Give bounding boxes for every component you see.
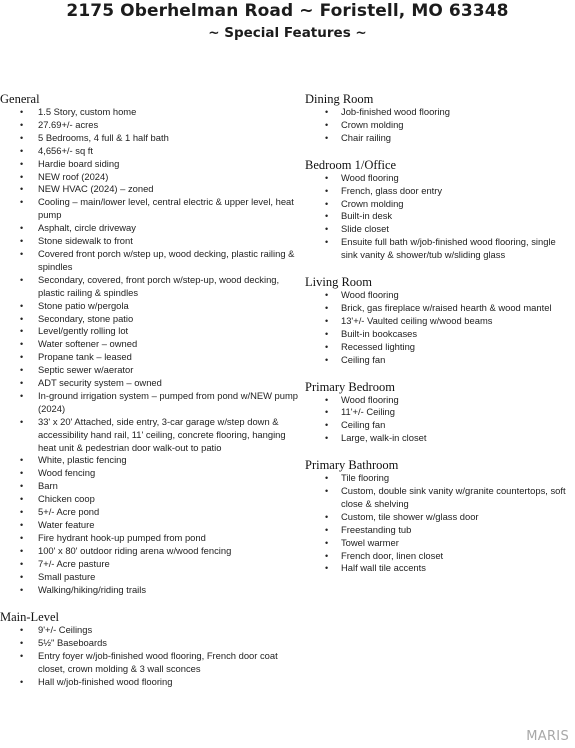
feature-list [305,106,570,145]
maris-watermark: MARIS [526,729,569,744]
section-primary-bathroom [305,458,570,575]
left-column [0,92,300,702]
feature-list-item: • ADT security system – owned [0,377,300,390]
feature-list-item: • 100' x 80' outdoor riding arena w/wood fencing [0,545,300,558]
feature-list-item: • 5 Bedrooms, 4 full & 1 half bath [0,132,300,145]
feature-list [0,624,300,689]
feature-list-item: • French, glass door entry [305,185,570,198]
feature-list-item: • 9'+/- Ceilings [0,624,300,637]
feature-list-item: • Half wall tile accents [305,562,570,575]
feature-list-item: • Covered front porch w/step up, wood decking, plastic railing & spindles [0,248,300,274]
feature-list-item: • Recessed lighting [305,341,570,354]
feature-list-item: • Ensuite full bath w/job-finished wood flooring, single sink vanity & shower/tub w/sliding glass [305,236,570,262]
feature-list-item: • Tile flooring [305,472,570,485]
feature-list-item: • White, plastic fencing [0,454,300,467]
feature-list-item: • Large, walk-in closet [305,432,570,445]
section-primary-bedroom [305,380,570,446]
feature-list-item: • Crown molding [305,119,570,132]
feature-list-item: • 5+/- Acre pond [0,506,300,519]
feature-list-item: • Propane tank – leased [0,351,300,364]
feature-list-item: • Barn [0,480,300,493]
feature-list-item: • Walking/hiking/riding trails [0,584,300,597]
feature-list-item: • Wood flooring [305,394,570,407]
feature-list-item: • Job-finished wood flooring [305,106,570,119]
feature-list-item: • Built-in bookcases [305,328,570,341]
feature-list-item: • Secondary, stone patio [0,313,300,326]
property-address-title: 2175 Oberhelman Road ~ Foristell, MO 63348 [66,1,509,21]
feature-list-item: • Freestanding tub [305,524,570,537]
feature-list [0,106,300,596]
feature-list-item: • Septic sewer w/aerator [0,364,300,377]
feature-list-item: • Wood flooring [305,172,570,185]
feature-list-item: • 7+/- Acre pasture [0,558,300,571]
section-living-room [305,275,570,366]
feature-list-item: • Entry foyer w/job-finished wood flooring, French door coat closet, crown molding & 3 wall sconces [0,650,300,676]
feature-list-item: • Fire hydrant hook-up pumped from pond [0,532,300,545]
section-main-level [0,610,300,689]
feature-list-item: • 27.69+/- acres [0,119,300,132]
section-heading: Bedroom 1/Office [305,157,397,172]
feature-list-item: • Brick, gas fireplace w/raised hearth & wood mantel [305,302,570,315]
feature-list-item: • 1.5 Story, custom home [0,106,300,119]
feature-list-item: • Asphalt, circle driveway [0,222,300,235]
feature-list-item: • 11'+/- Ceiling [305,406,570,419]
section-bedroom-1-office [305,158,570,262]
feature-list-item: • 4,656+/- sq ft [0,145,300,158]
feature-list-item: • Wood fencing [0,467,300,480]
section-heading: General [0,92,40,106]
section-heading: Living Room [305,275,373,290]
special-features-subtitle: ~ Special Features ~ [208,25,367,41]
feature-list-item: • Custom, double sink vanity w/granite countertops, soft close & shelving [305,485,570,511]
feature-list-item: • NEW roof (2024) [0,171,300,184]
feature-list-item: • French door, linen closet [305,550,570,563]
feature-list-item: • Ceiling fan [305,354,570,367]
feature-list-item: • Water softener – owned [0,338,300,351]
feature-list-item: • Small pasture [0,571,300,584]
feature-list-item: • 5½" Baseboards [0,637,300,650]
section-general [0,92,300,596]
feature-list-item: • NEW HVAC (2024) – zoned [0,183,300,196]
feature-list [305,172,570,262]
section-heading: Dining Room [305,92,374,106]
feature-list-item: • Hardie board siding [0,158,300,171]
feature-list-item: • Built-in desk [305,210,570,223]
feature-list-item: • Stone patio w/pergola [0,300,300,313]
section-dining-room [305,92,570,145]
feature-list-item: • 33' x 20' Attached, side entry, 3-car garage w/step down & accessibility hand rail, 11' ceiling, concrete flooring, hanging heat unit & pedestrian door walk-out to patio [0,416,300,455]
feature-list-item: • Wood flooring [305,289,570,302]
feature-list [305,472,570,575]
feature-list [305,394,570,446]
feature-list-item: • Crown molding [305,198,570,211]
feature-list-item: • Chicken coop [0,493,300,506]
feature-list-item: • Custom, tile shower w/glass door [305,511,570,524]
feature-list-item: • 13'+/- Vaulted ceiling w/wood beams [305,315,570,328]
feature-list-item: • Cooling – main/lower level, central electric & upper level, heat pump [0,196,300,222]
feature-list-item: • Towel warmer [305,537,570,550]
feature-list [305,289,570,366]
feature-list-item: • In-ground irrigation system – pumped from pond w/NEW pump (2024) [0,390,300,416]
section-heading: Primary Bathroom [305,458,399,473]
feature-list-item: • Slide closet [305,223,570,236]
feature-list-item: • Secondary, covered, front porch w/step-up, wood decking, plastic railing & spindles [0,274,300,300]
feature-list-item: • Water feature [0,519,300,532]
document-header [0,0,575,42]
section-heading: Primary Bedroom [305,379,395,394]
right-column [305,92,570,588]
section-heading: Main-Level [0,610,60,625]
feature-list-item: • Ceiling fan [305,419,570,432]
feature-list-item: • Level/gently rolling lot [0,325,300,338]
feature-list-item: • Hall w/job-finished wood flooring [0,676,300,689]
feature-list-item: • Stone sidewalk to front [0,235,300,248]
feature-list-item: • Chair railing [305,132,570,145]
